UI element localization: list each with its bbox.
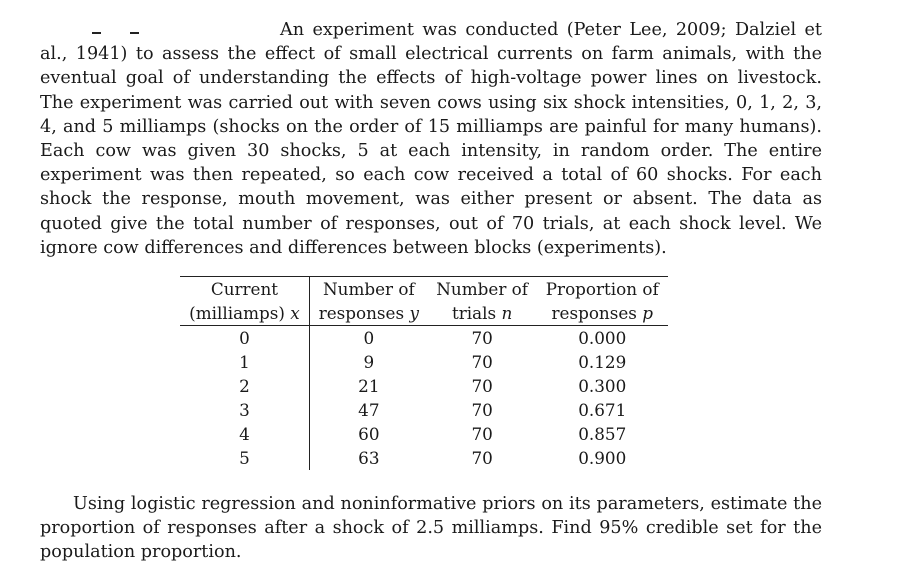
cell-proportion: 0.000 — [578, 328, 627, 349]
cell-trials: 70 — [471, 448, 493, 469]
table-row — [180, 350, 668, 374]
cell-proportion: 0.900 — [578, 448, 627, 469]
cell-responses: 9 — [363, 352, 375, 373]
cell-trials: 70 — [471, 376, 493, 397]
header-trials-sub-text: trials — [451, 303, 497, 324]
cell-responses: 63 — [358, 448, 380, 469]
cell-proportion: 0.300 — [578, 376, 627, 397]
cell-current: 3 — [180, 398, 309, 422]
cell-proportion: 0.857 — [578, 424, 627, 445]
cell-responses: 47 — [358, 400, 380, 421]
table-row — [180, 398, 668, 422]
header-trials: Number of — [428, 277, 537, 302]
cell-current: 1 — [180, 350, 309, 374]
header-responses-sub-text: responses — [318, 303, 405, 324]
symbol-n: n — [501, 303, 513, 324]
table-header-row — [180, 301, 668, 326]
data-table — [180, 276, 668, 470]
header-current-sub — [180, 301, 309, 326]
table-header-row — [180, 277, 668, 302]
symbol-x: x — [290, 303, 300, 324]
cell-trials: 70 — [471, 424, 493, 445]
data-table-wrapper — [180, 276, 668, 470]
table-row — [180, 446, 668, 470]
cell-current: 0 — [180, 326, 309, 351]
header-responses-sub — [309, 301, 427, 326]
table-row — [180, 374, 668, 398]
intro-paragraph: An experiment was conducted (Peter Lee, 2009; Dalziel et al., 1941) to assess the effect of small electrical currents on farm animals, with the eventual goal of understanding the effects of high-voltage power lines on livestock. The experiment was carried out with seven cows using six shock intensities, 0, 1, 2, 3, 4, and 5 milliamps (shocks on the order of 15 milliamps are painful for many humans). Each cow was given 30 shocks, 5 at each intensity, in random order. The entire experiment was then repeated, so each cow received a total of 60 shocks. For each shock the response, mouth movement, was either present or absent. The data as quoted give the total number of responses, out of 70 trials, at each shock level. We ignore cow differences and differences between blocks (experiments). — [40, 20, 822, 258]
cell-responses: 0 — [363, 328, 375, 349]
cell-trials: 70 — [471, 352, 493, 373]
stray-mark — [92, 32, 101, 34]
header-current-sub-text: (milliamps) — [189, 303, 285, 324]
cell-responses: 60 — [358, 424, 380, 445]
cell-current: 4 — [180, 422, 309, 446]
symbol-p: p — [642, 303, 653, 324]
question-paragraph: Using logistic regression and noninformative priors on its parameters, estimate the proportion of responses after a shock of 2.5 milliamps. Find 95% credible set for the population proportion. — [40, 494, 822, 563]
header-proportion-sub-text: responses — [551, 303, 637, 324]
cell-trials: 70 — [471, 400, 493, 421]
table-row — [180, 326, 668, 351]
cell-responses: 21 — [358, 376, 380, 397]
document-page — [40, 18, 822, 565]
header-responses: Number of — [309, 277, 427, 302]
cell-trials: 70 — [471, 328, 493, 349]
cell-proportion: 0.671 — [578, 400, 627, 421]
header-proportion-sub — [537, 301, 668, 326]
stray-mark — [130, 32, 139, 34]
table-row — [180, 422, 668, 446]
cell-proportion: 0.129 — [578, 352, 627, 373]
header-trials-sub — [428, 301, 537, 326]
header-proportion: Proportion of — [537, 277, 668, 302]
symbol-y: y — [409, 303, 419, 324]
cell-current: 2 — [180, 374, 309, 398]
cell-current: 5 — [180, 446, 309, 470]
header-current: Current — [180, 277, 309, 302]
